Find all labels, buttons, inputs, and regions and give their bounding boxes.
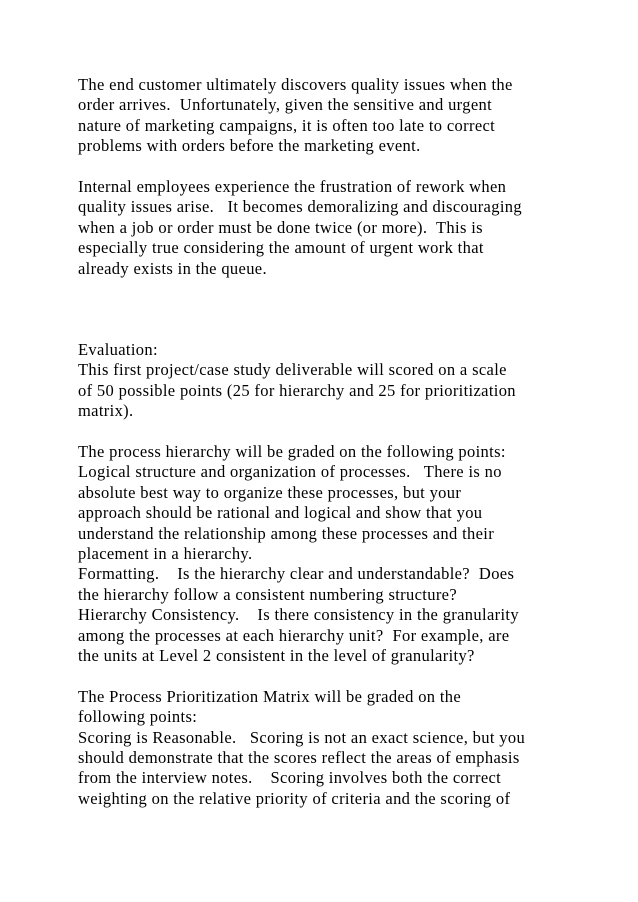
- text-line: from the interview notes. Scoring involves both the correct: [78, 768, 502, 788]
- text-line: quality issues arise. It becomes demoralizing and discouraging: [78, 197, 522, 217]
- text-line: absolute best way to organize these processes, but your: [78, 482, 462, 502]
- text-line: understand the relationship among these processes and their: [78, 523, 495, 543]
- document-body: [78, 75, 568, 809]
- blank-line: [78, 299, 568, 319]
- text-line: following points:: [78, 707, 198, 727]
- text-line: This first project/case study deliverable will scored on a scale: [78, 360, 507, 380]
- text-line: Formatting. Is the hierarchy clear and understandable? Does: [78, 564, 515, 584]
- blank-line: [78, 157, 568, 177]
- text-line: Scoring is Reasonable. Scoring is not an exact science, but you: [78, 727, 526, 747]
- text-line: among the processes at each hierarchy unit? For example, are: [78, 625, 510, 645]
- blank-line: [78, 279, 568, 299]
- text-line: the units at Level 2 consistent in the level of granularity?: [78, 645, 475, 665]
- text-line: placement in a hierarchy.: [78, 543, 253, 563]
- text-line: should demonstrate that the scores reflect the areas of emphasis: [78, 747, 520, 767]
- text-line: order arrives. Unfortunately, given the sensitive and urgent: [78, 95, 493, 115]
- blank-line: [78, 422, 568, 442]
- text-line: Logical structure and organization of processes. There is no: [78, 462, 502, 482]
- text-line: problems with orders before the marketing event.: [78, 136, 421, 156]
- blank-line: [78, 666, 568, 686]
- text-line: nature of marketing campaigns, it is often too late to correct: [78, 115, 496, 135]
- text-line: Evaluation:: [78, 340, 158, 360]
- text-line: matrix).: [78, 401, 134, 421]
- text-line: The end customer ultimately discovers quality issues when the: [78, 75, 513, 94]
- blank-line: [78, 320, 568, 340]
- text-line: The process hierarchy will be graded on the following points:: [78, 442, 506, 462]
- text-line: the hierarchy follow a consistent numbering structure?: [78, 584, 458, 604]
- text-line: Internal employees experience the frustration of rework when: [78, 176, 507, 196]
- text-line: The Process Prioritization Matrix will be graded on the: [78, 686, 462, 706]
- text-line: already exists in the queue.: [78, 258, 267, 278]
- text-line: weighting on the relative priority of criteria and the scoring of: [78, 788, 511, 808]
- text-line: of 50 possible points (25 for hierarchy and 25 for prioritization: [78, 380, 516, 400]
- text-line: Hierarchy Consistency. Is there consistency in the granularity: [78, 605, 519, 625]
- text-line: approach should be rational and logical and show that you: [78, 503, 483, 523]
- text-line: especially true considering the amount of urgent work that: [78, 238, 484, 258]
- text-line: when a job or order must be done twice (or more). This is: [78, 217, 483, 237]
